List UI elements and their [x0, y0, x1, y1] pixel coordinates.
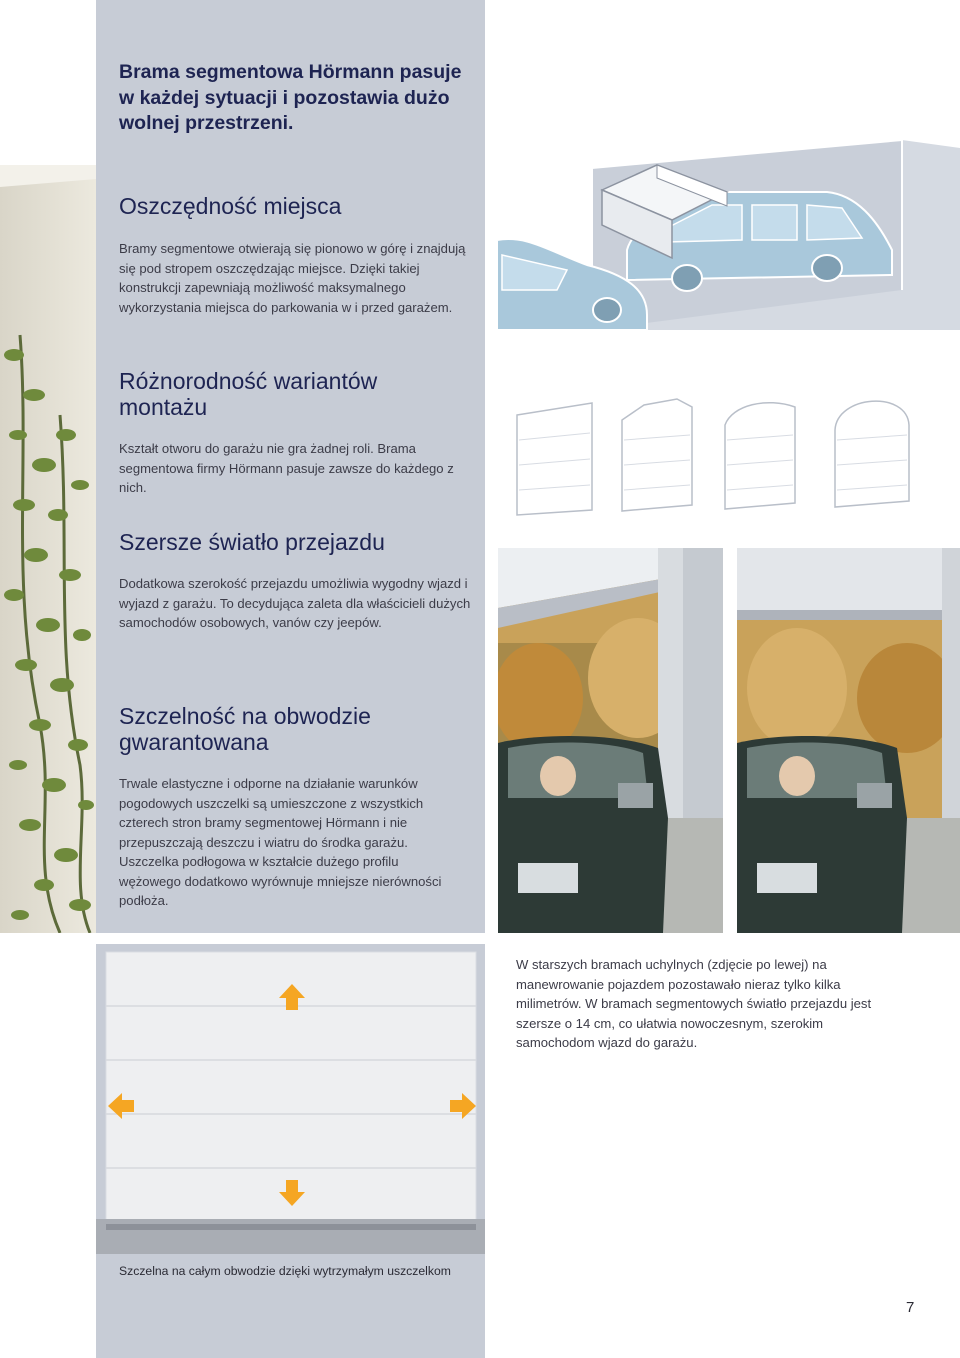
- side-description: W starszych bramach uchylnych (zdjęcie po lewej) na manewrowanie pojazdem pozostawało nieraz tylko kilka milimetrów. W bramach segmentowych światło przejazdu jest szersze o 14 cm, co ułatwia nowoczesnym, szerokim samochodom wjazd do garażu.: [516, 957, 872, 1050]
- section-body-mounting-variants: Kształt otworu do garażu nie gra żadnej roli. Brama segmentowa firmy Hörmann pasuje zawsze do każdego z nich.: [119, 441, 454, 495]
- ivy-wall-photo: [0, 165, 96, 933]
- section-body-wider-passage: Dodatkowa szerokość przejazdu umożliwia wygodny wjazd i wyjazd z garażu. To decydująca zaleta dla właścicieli dużych samochodów osobowych, vanów czy jeepów.: [119, 576, 471, 630]
- section-title-wider-passage: Szersze światło przejazdu: [119, 529, 385, 555]
- door-caption: Szczelna na całym obwodzie dzięki wytrzymałym uszczelkom: [119, 1264, 451, 1278]
- section-title-space-saving: Oszczędność miejsca: [119, 193, 342, 219]
- tilt-door-car-photo: [498, 548, 723, 933]
- section-title-perimeter-seal: Szczelność na obwodzie gwarantowana: [119, 703, 371, 755]
- door-opening-shapes-illustration: [497, 385, 960, 535]
- sectional-door-car-photo: [737, 548, 960, 933]
- intro-heading: Brama segmentowa Hörmann pasuje w każdej sytuacji i pozostawia dużo wolnej przestrzeni.: [119, 61, 462, 134]
- garage-cars-illustration: [497, 140, 960, 340]
- section-title-mounting-variants: Różnorodność wariantów montażu: [119, 368, 378, 420]
- page-number: 7: [906, 1299, 915, 1316]
- section-body-perimeter-seal: Trwale elastyczne i odporne na działanie warunków pogodowych uszczelki są umieszczone z wszystkich czterech stron bramy segmentowej Hörmann i nie przepuszczają deszczu i wiatru do środka garażu. Uszczelka podłogowa w kształcie dużego profilu wężowego dodatkowo wyrównuje mniejsze nierówności podłoża.: [119, 776, 442, 908]
- section-body-space-saving: Bramy segmentowe otwierają się pionowo w górę i znajdują się pod stropem oszczędzając miejsce. Dzięki takiej konstrukcji zapewniają możliwość maksymalnego wykorzystania miejsca do parkowania w i przed garażem.: [119, 241, 466, 315]
- door-seal-illustration: [96, 944, 485, 1254]
